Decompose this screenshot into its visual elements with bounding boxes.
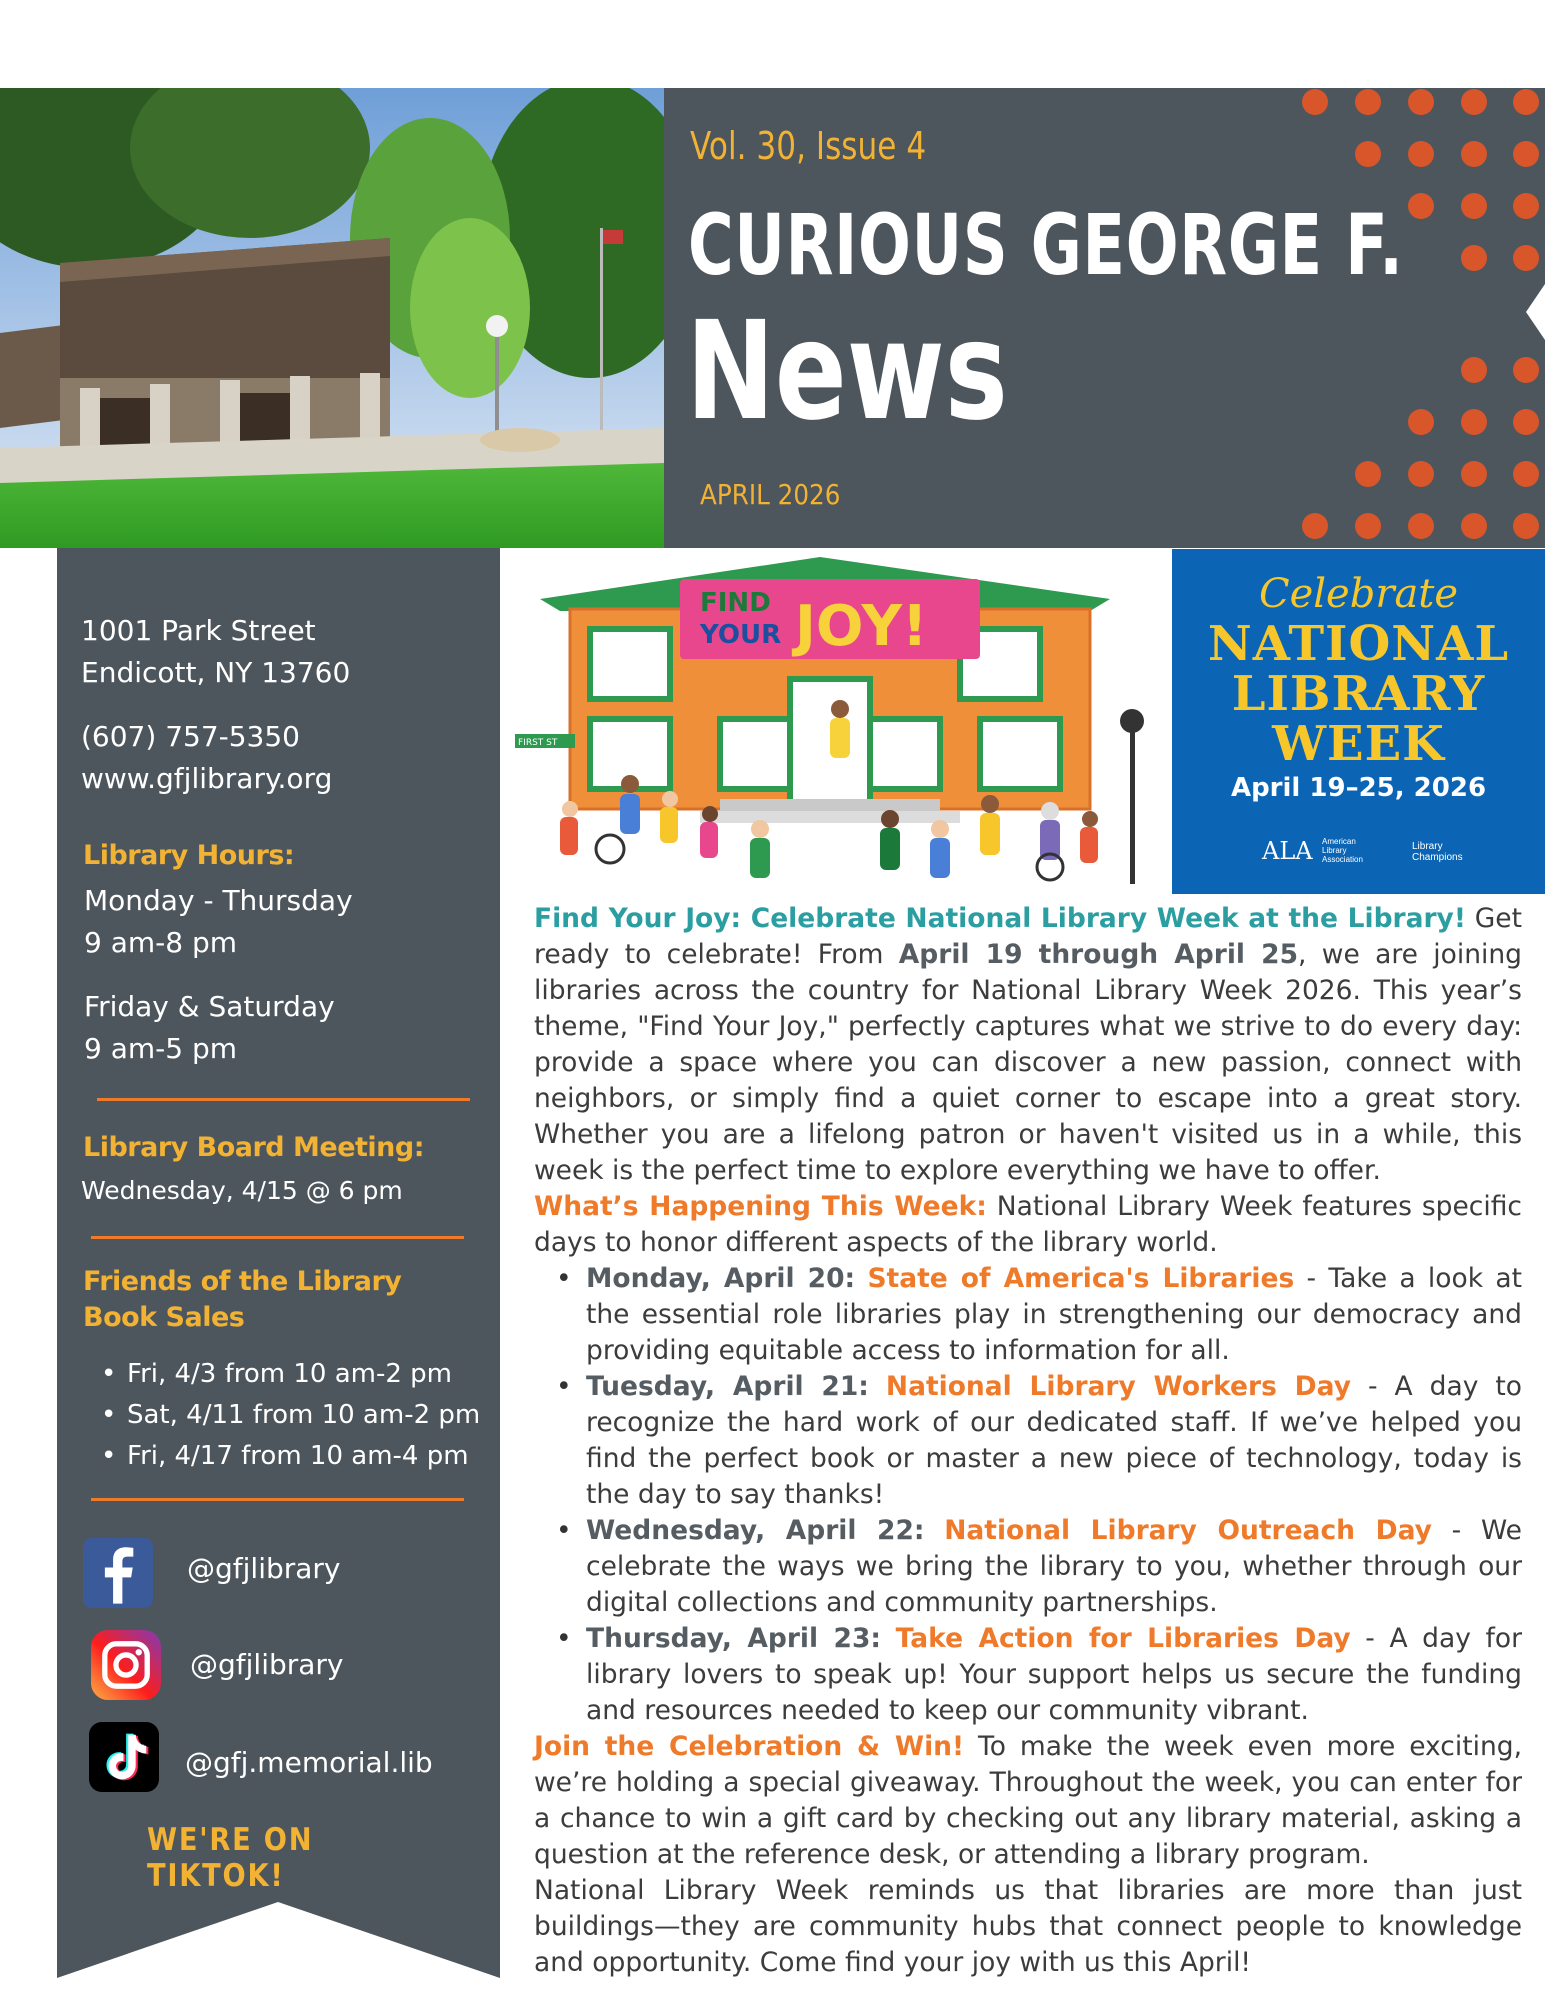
sign-your: YOUR (700, 620, 782, 650)
list-item (586, 1513, 1522, 1621)
closing-paragraph: National Library Week reminds us that libraries are more than just buildings—they are community hubs that connect people to knowledge and opportunity. Come find your joy with us this April! (534, 1875, 1522, 1978)
issue-date: APRIL 2026 (700, 478, 841, 511)
list-item (586, 1369, 1522, 1513)
article-intro-dates: April 19 through April 25 (898, 939, 1299, 970)
sign-joy: JOY! (795, 594, 928, 659)
nlw-title-line2: LIBRARY (1231, 666, 1486, 722)
instagram-handle[interactable]: @gfjlibrary (190, 1648, 344, 1681)
divider (91, 1236, 464, 1239)
event-name: National Library Outreach Day (944, 1515, 1432, 1546)
event-text: - A day for library lovers to speak up! Your support helps us secure the funding and resources needed to keep our community vibrant. (586, 1623, 1522, 1726)
article (534, 901, 1522, 1981)
article-headline: Find Your Joy: Celebrate National Library Week at the Library! (534, 903, 1466, 934)
find-your-joy-illustration (510, 549, 1172, 894)
list-item: • Fri, 4/3 from 10 am-2 pm (101, 1354, 480, 1395)
event-name: Take Action for Libraries Day (895, 1623, 1351, 1654)
sidebar (57, 548, 500, 1978)
happening-paragraph (534, 1189, 1522, 1261)
hours-weekday-time: 9 am-8 pm (84, 926, 238, 959)
article-intro-text: Get ready to celebrate! From (534, 903, 1522, 970)
tiktok-icon[interactable] (89, 1722, 159, 1792)
list-item: • Fri, 4/17 from 10 am-4 pm (101, 1436, 480, 1477)
event-day: Thursday, April 23: (586, 1623, 881, 1654)
giveaway-text: To make the week even more exciting, we’re holding a special giveaway. Throughout the week, you can enter for a chance to win a gift card by checking out any library material, asking a question at the reference desk, or attending a library program. (534, 1731, 1522, 1870)
divider (91, 1498, 464, 1501)
nlw-dates: April 19–25, 2026 (1230, 773, 1487, 803)
hours-weekend-time: 9 am-5 pm (84, 1032, 238, 1065)
hours-weekday-days: Monday - Thursday (84, 884, 353, 917)
divider (97, 1098, 470, 1101)
happening-heading: What’s Happening This Week: (534, 1191, 987, 1222)
instagram-icon[interactable] (91, 1630, 161, 1700)
ala-logo-subtitle: American Library Association (1322, 837, 1363, 864)
board-meeting-heading: Library Board Meeting: (83, 1132, 425, 1163)
event-text: - A day to recognize the hard work of our dedicated staff. If we’ve helped you find the perfect book or master a new piece of technology, today is the day to say thanks! (586, 1371, 1522, 1510)
nlw-title-line1: NATIONAL (1207, 616, 1510, 672)
facebook-icon[interactable] (83, 1538, 153, 1608)
street-sign: FIRST ST (518, 738, 558, 748)
nlw-title-line3: WEEK (1272, 716, 1445, 772)
phone-number[interactable]: (607) 757-5350 (81, 720, 300, 753)
event-day: Wednesday, April 22: (586, 1515, 925, 1546)
ala-logo: ALA (1262, 837, 1313, 865)
tiktok-handle[interactable]: @gfj.memorial.lib (185, 1746, 433, 1779)
address-line2: Endicott, NY 13760 (81, 656, 351, 689)
facebook-handle[interactable]: @gfjlibrary (187, 1552, 341, 1585)
list-item (586, 1261, 1522, 1369)
website-link[interactable]: www.gfjlibrary.org (81, 762, 333, 795)
event-name: National Library Workers Day (885, 1371, 1351, 1402)
event-text: - We celebrate the ways we bring the library to you, whether through our digital collections and community partnerships. (586, 1515, 1522, 1618)
list-item: • Sat, 4/11 from 10 am-2 pm (101, 1395, 480, 1436)
friends-heading: Friends of the Library (83, 1266, 402, 1297)
sign-find: FIND (700, 588, 771, 618)
newsletter-title: CURIOUS GEORGE F. (688, 196, 1404, 294)
address-line1: 1001 Park Street (81, 614, 316, 647)
giveaway-paragraph (534, 1729, 1522, 1873)
hours-heading: Library Hours: (83, 840, 295, 871)
article-intro-text-2: , we are joining libraries across the country for National Library Week 2026. This year’s theme, "Find Your Joy," perfectly captures what we strive to do every day: provide a space where you can discover a new passion, connect with neighbors, or simply find a quiet corner to escape into a great story. Whether you are a lifelong patron or haven't visited us in a while, this week is the perfect time to explore everything we have to offer. (534, 939, 1523, 1186)
event-text: - Take a look at the essential role libraries play in strengthening our democracy and providing equitable access to information for all. (586, 1263, 1522, 1366)
masthead (664, 88, 1545, 548)
event-day: Tuesday, April 21: (586, 1371, 869, 1402)
board-meeting-detail: Wednesday, 4/15 @ 6 pm (81, 1176, 403, 1205)
event-days-list (534, 1261, 1522, 1729)
newsletter-title-news: News (686, 293, 1008, 451)
nlw-celebrate: Celebrate (1258, 571, 1459, 617)
giveaway-heading: Join the Celebration & Win! (534, 1731, 965, 1762)
national-library-week-card (1172, 549, 1545, 894)
volume-issue: Vol. 30, Issue 4 (690, 124, 927, 168)
event-name: State of America's Libraries (867, 1263, 1295, 1294)
hours-weekend-days: Friday & Saturday (84, 990, 335, 1023)
library-champions-logo: Library Champions (1412, 841, 1463, 863)
friends-heading-line2: Book Sales (83, 1302, 245, 1333)
tiktok-callout: WE'RE ON TIKTOK! (147, 1822, 314, 1894)
list-item (586, 1621, 1522, 1729)
event-day: Monday, April 20: (586, 1263, 856, 1294)
nlw-title (1172, 616, 1545, 772)
article-intro (534, 901, 1522, 1189)
library-building-photo (0, 88, 664, 548)
book-sales-list (101, 1354, 480, 1477)
happening-text: National Library Week features specific days to honor different aspects of the library world. (534, 1191, 1522, 1258)
